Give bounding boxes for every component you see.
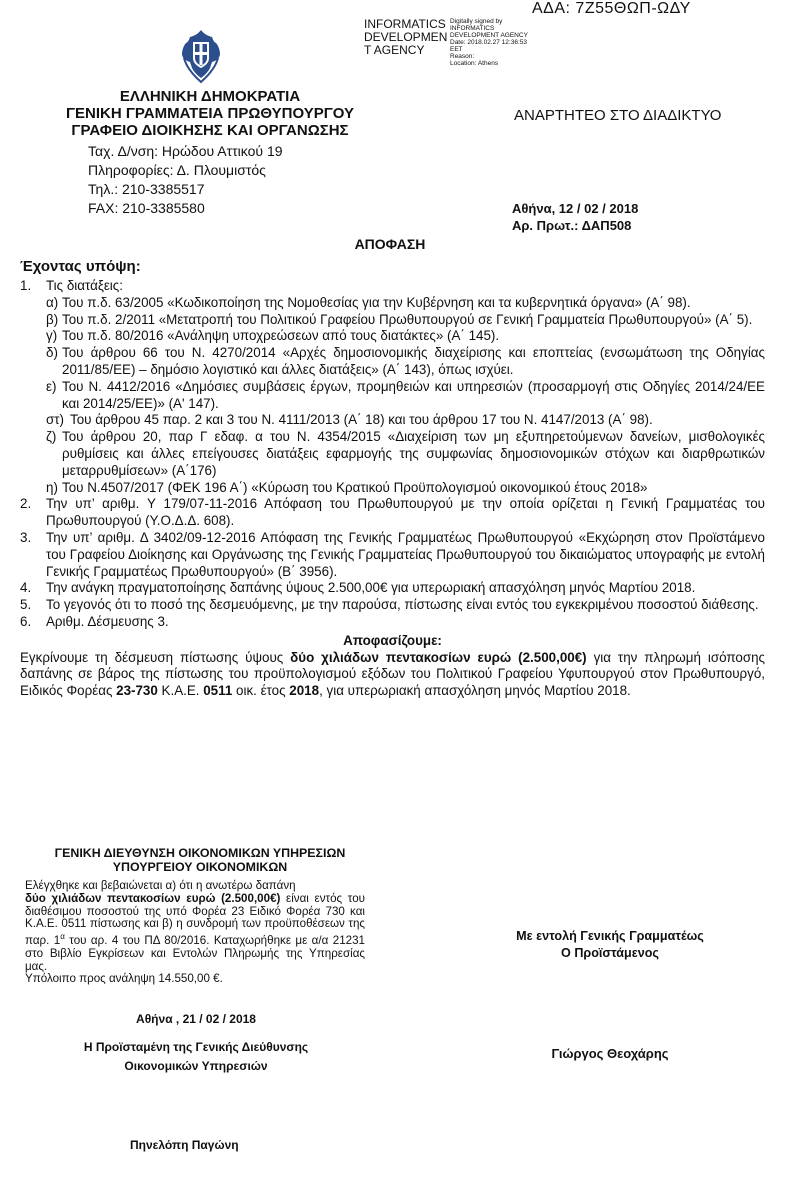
item-number: 2.: [20, 496, 32, 512]
decision-title: ΑΠΟΦΑΣΗ: [354, 236, 426, 252]
sub-label: α): [46, 294, 59, 310]
item-text: Τις διατάξεις:: [46, 278, 123, 293]
item-text: Την υπ’ αριθμ. Δ 3402/09-12-2016 Απόφαση της Γενικής Γραμματέως Πρωθυπουργού «Εκχώρηση στον Προϊστάμενο του Γραφείου Διοίκησης και Οργάνωσης της Γενικής Γραμματείας Πρωθυπουργού του δικαιώματος υπογραφής με εντολή Γενικής Γραμματέως Πρωθυπουργού» (Β΄ 3956).: [46, 529, 765, 579]
sub-text: Του άρθρου 45 παρ. 2 και 3 του Ν. 4111/2013 (Α΄ 18) και του άρθρου 17 του Ν. 4147/2013 (Α΄ 98).: [70, 412, 653, 428]
signature-detail-line: Reason:: [450, 53, 475, 60]
list-item: [20, 530, 765, 580]
decision-year: 2018: [289, 683, 320, 699]
sub-text: Του Ν. 4412/2016 «Δημόσιες συμβάσεις έργων, προμηθειών και υπηρεσιών (προσαρμογή στις Οδηγίες 2014/24/ΕΕ και 2014/25/ΕΕ)» (Α' 147).: [62, 378, 765, 411]
signature-org-line: INFORMATICS: [364, 17, 446, 31]
signature-detail-line: Location: Athens: [450, 60, 499, 67]
sub-label: γ): [46, 328, 58, 344]
item-number: 3.: [20, 529, 32, 545]
sub-label: β): [46, 311, 59, 327]
finance-verification-text: Ελέγχθηκε και βεβαιώνεται α) ότι η ανωτέρω δαπάνη δύο χιλιάδων πεντακοσίων ευρώ (2.500,00€) είναι εντός του διαθέσιμου ποσοστού της υπό Φορέα 23 Ειδικό Φορέα 730 και Κ.Α.Ε. 0511 πίστωσης και β) η συνδρομή των προϋποθέσεων της παρ. $1^\alpha$ του αρ. 4 του ΠΔ 80/2016. Καταχωρήθηκε με α/α 21231 στο Βιβλίο Εγκρίσεων και Εντολών Πληρωμής της Υπηρεσίας μας. Υπόλοιπο προς ανάληψη 14.550,00 €.: [25, 879, 365, 986]
contact-fax: FAX: 210-3385580: [88, 200, 205, 216]
sub-item: [20, 480, 765, 497]
item-text: Την ανάγκη πραγματοποίησης δαπάνης ύψους 2.500,00€ για υπερωριακή απασχόληση μηνός Μαρτίου 2018.: [46, 580, 696, 596]
finance-remaining: Υπόλοιπο προς ανάληψη 14.550,00 €.: [25, 972, 223, 986]
item-number: 1.: [20, 278, 32, 293]
signature-detail-line: DEVELOPMENT AGENCY: [450, 32, 528, 39]
list-item: [20, 496, 765, 530]
header-republic: ΕΛΛΗΝΙΚΗ ΔΗΜΟΚΡΑΤΙΑ: [119, 88, 301, 105]
sub-item: [20, 379, 765, 413]
signature-detail-line: Date: 2018.02.27 12:36:53: [450, 39, 527, 46]
signature-detail-line: Digitally signed by: [450, 18, 503, 25]
sub-text: Του Ν.4507/2017 (ΦΕΚ 196 Α΄) «Κύρωση του Κρατικού Προϋπολογισμού οικονομικού έτους 2018»: [62, 479, 648, 495]
sub-item: [20, 328, 765, 345]
sub-text: Του π.δ. 63/2005 «Κωδικοποίηση της Νομοθεσίας για την Κυβέρνηση και τα κυβερνητικά όργανα» (Α΄ 98).: [62, 294, 691, 310]
sub-item: [20, 345, 765, 379]
decision-agency: 23-730: [116, 683, 158, 699]
sub-text: Του π.δ. 2/2011 «Μετατροπή του Πολιτικού Γραφείου Πρωθυπουργού σε Γενική Γραμματεία Πρωθυπουργού» (Α΄ 5).: [62, 311, 753, 327]
ada-code: ΑΔΑ: 7Ζ55ΘΩΠ-ΩΔΥ: [532, 0, 691, 17]
item-text: Το γεγονός ότι το ποσό της δεσμευόμενης, με την παρούσα, πίστωσης είναι εντός του εγκεκριμένου ποσοστού διάθεσης.: [46, 597, 759, 613]
finance-signer-name: Πηνελόπη Παγώνη: [130, 1138, 239, 1152]
header-secretariat: ΓΕΝΙΚΗ ΓΡΑΜΜΑΤΕΙΑ ΠΡΩΘΥΠΟΥΡΓΟΥ: [66, 105, 354, 122]
digital-signature-organization: [364, 18, 448, 57]
item-number: 6.: [20, 613, 32, 629]
list-item: [20, 597, 765, 614]
sub-label: η): [46, 479, 58, 495]
contact-info: Πληροφορίες: Δ. Πλουμιστός: [88, 162, 266, 178]
finance-date: Αθήνα , 21 / 02 / 2018: [136, 1012, 256, 1026]
order-signature-block: Με εντολή Γενικής Γραμματέως Ο Προϊστάμενος: [516, 929, 704, 960]
sub-label: ε): [46, 378, 57, 394]
sub-label: στ): [46, 412, 65, 428]
finance-signer-title: Η Προϊσταμένη της Γενικής Διεύθυνσης Οικονομικών Υπηρεσιών: [83, 1040, 309, 1073]
sub-label: δ): [46, 345, 58, 361]
item-text: Την υπ’ αριθμ. Υ 179/07-11-2016 Απόφαση του Πρωθυπουργού με την οποία ορίζεται η Γενική Γραμματέας του Πρωθυπουργού (Υ.Ο.Δ.Δ. 608).: [46, 496, 765, 529]
signature-org-line: T AGENCY: [364, 43, 425, 57]
decision-kae: 0511: [203, 683, 233, 699]
signature-detail-line: EET: [450, 46, 463, 53]
item-text: Αριθμ. Δέσμευσης 3.: [46, 613, 169, 629]
list-item: [20, 580, 765, 597]
list-item: [20, 278, 765, 295]
finance-directorate-title: ΓΕΝΙΚΗ ΔΙΕΥΘΥΝΣΗ ΟΙΚΟΝΟΜΙΚΩΝ ΥΠΗΡΕΣΙΩΝ ΥΠΟΥΡΓΕΙΟΥ ΟΙΚΟΝΟΜΙΚΩΝ: [54, 846, 346, 874]
contact-address: Ταχ. Δ/νση: Ηρώδου Αττικού 19: [88, 143, 283, 159]
decision-amount: δύο χιλιάδων πεντακοσίων ευρώ (2.500,00€): [290, 649, 587, 665]
sub-label: ζ): [46, 429, 57, 445]
date-protocol-block: [512, 200, 638, 234]
considering-heading: Έχοντας υπόψη:: [20, 258, 141, 275]
sub-text: Του π.δ. 80/2016 «Ανάληψη υποχρεώσεων από τους διατάκτες» (Α΄ 145).: [62, 328, 500, 344]
signature-org-line: DEVELOPMEN: [364, 30, 448, 44]
item-number: 4.: [20, 580, 32, 596]
protocol-number: Αρ. Πρωτ.: ΔΑΠ508: [512, 218, 632, 233]
contact-block: [88, 142, 283, 218]
sub-item: [20, 312, 765, 329]
greek-coat-of-arms-icon: [176, 28, 226, 84]
decision-heading: Αποφασίζουμε:: [343, 632, 442, 648]
sub-item: [20, 295, 765, 312]
head-signer-name: Γιώργος Θεοχάρης: [551, 1046, 669, 1061]
signature-detail-line: INFORMATICS: [450, 25, 495, 32]
document-date: Αθήνα, 12 / 02 / 2018: [512, 201, 639, 216]
decision-text: Εγκρίνουμε τη δέσμευση πίστωσης ύψους δύο χιλιάδων πεντακοσίων ευρώ (2.500,00€) για την πληρωμή ισόποσης δαπάνης σε βάρος της πίστωσης του προϋπολογισμού εξόδων του Πολιτικού Γραφείου Υφυπουργού στον Πρωθυπουργό, Ειδικός Φορέας 23-730 Κ.Α.Ε. 0511 οικ. έτος 2018, για υπερωριακή απασχόληση μηνός Μαρτίου 2018.: [20, 649, 765, 699]
header-office: ΓΡΑΦΕΙΟ ΔΙΟΙΚΗΣΗΣ ΚΑΙ ΟΡΓΑΝΩΣΗΣ: [71, 122, 349, 139]
item-number: 5.: [20, 597, 32, 613]
digital-signature-details: [450, 18, 540, 67]
sub-text: Του άρθρου 20, παρ Γ εδαφ. α του Ν. 4354/2015 «Διαχείριση των μη εξυπηρετούμενων δανείων, μισθολογικές ρυθμίσεις και άλλες επείγουσες διατάξεις εφαρμογής της συμφωνίας δημοσιονομικών στόχων και διαρθρωτικών μεταρρυθμίσεων» (Α΄176): [62, 429, 765, 478]
sub-item: [20, 412, 765, 429]
finance-amount: δύο χιλιάδων πεντακοσίων ευρώ (2.500,00€): [25, 891, 281, 905]
contact-phone: Τηλ.: 210-3385517: [88, 181, 205, 197]
sub-text: Του άρθρου 66 του Ν. 4270/2014 «Αρχές δημοσιονομικής διαχείρισης και εποπτείας (ενσωμάτωση της Οδηγίας 2011/85/ΕΕ) – δημόσιο λογιστικό και άλλες διατάξεις» (Α΄ 143), όπως ισχύει.: [62, 345, 765, 377]
posting-notice: ΑΝΑΡΤΗΤΕΟ ΣΤΟ ΔΙΑΔΙΚΤΥΟ: [514, 107, 722, 124]
list-item: [20, 614, 765, 631]
sub-item: [20, 429, 765, 479]
document-body: [20, 278, 765, 700]
